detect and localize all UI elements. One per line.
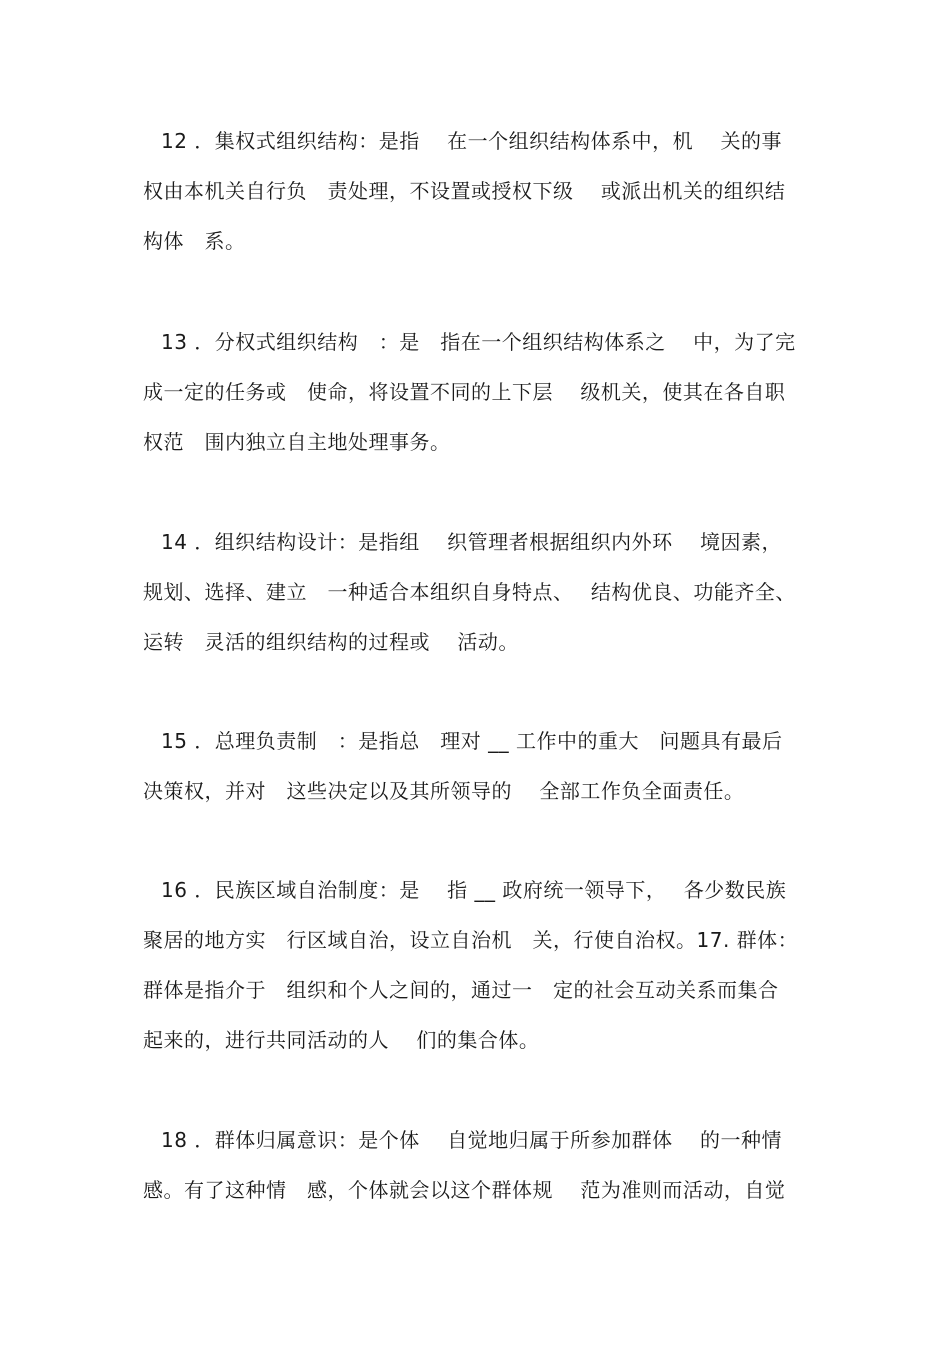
text-line: 权范 围内独立自主地处理事务。 <box>143 430 451 454</box>
text-line: 18 ．群体归属意识：是个体 自觉地归属于所参加群体 的一种情 <box>161 1128 783 1152</box>
text-line: 成一定的任务或 使命，将设置不同的上下层 级机关，使其在各自职 <box>143 380 786 404</box>
text-line: 规划、选择、建立 一种适合本组织自身特点、 结构优良、功能齐全、 <box>143 580 796 604</box>
text-line: 起来的，进行共同活动的人 们的集合体。 <box>143 1028 540 1052</box>
text-line: 15 ．总理负责制 ：是指总 理对 __ 工作中的重大 问题具有最后 <box>161 729 783 753</box>
text-line: 感。有了这种情 感，个体就会以这个群体规 范为准则而活动，自觉 <box>143 1178 786 1202</box>
text-line: 构体 系。 <box>143 229 246 253</box>
text-line: 16 ．民族区域自治制度：是 指 __ 政府统一领导下， 各少数民族 <box>161 878 787 902</box>
text-line: 决策权，并对 这些决定以及其所领导的 全部工作负全面责任。 <box>143 779 745 803</box>
text-line: 14 ．组织结构设计：是指组 织管理者根据组织内外环 境因素， <box>161 530 783 554</box>
text-line: 运转 灵活的组织结构的过程或 活动。 <box>143 630 519 654</box>
text-line: 聚居的地方实 行区域自治，设立自治机 关，行使自治权。17. 群体： <box>143 928 799 952</box>
text-line: 权由本机关自行负 责处理，不设置或授权下级 或派出机关的组织结 <box>143 179 786 203</box>
text-line: 12 ．集权式组织结构：是指 在一个组织结构体系中，机 关的事 <box>161 129 783 153</box>
text-line: 群体是指介于 组织和个人之间的，通过一 定的社会互动关系而集合 <box>143 978 779 1002</box>
text-line: 13 ．分权式组织结构 ：是 指在一个组织结构体系之 中，为了完 <box>161 330 796 354</box>
